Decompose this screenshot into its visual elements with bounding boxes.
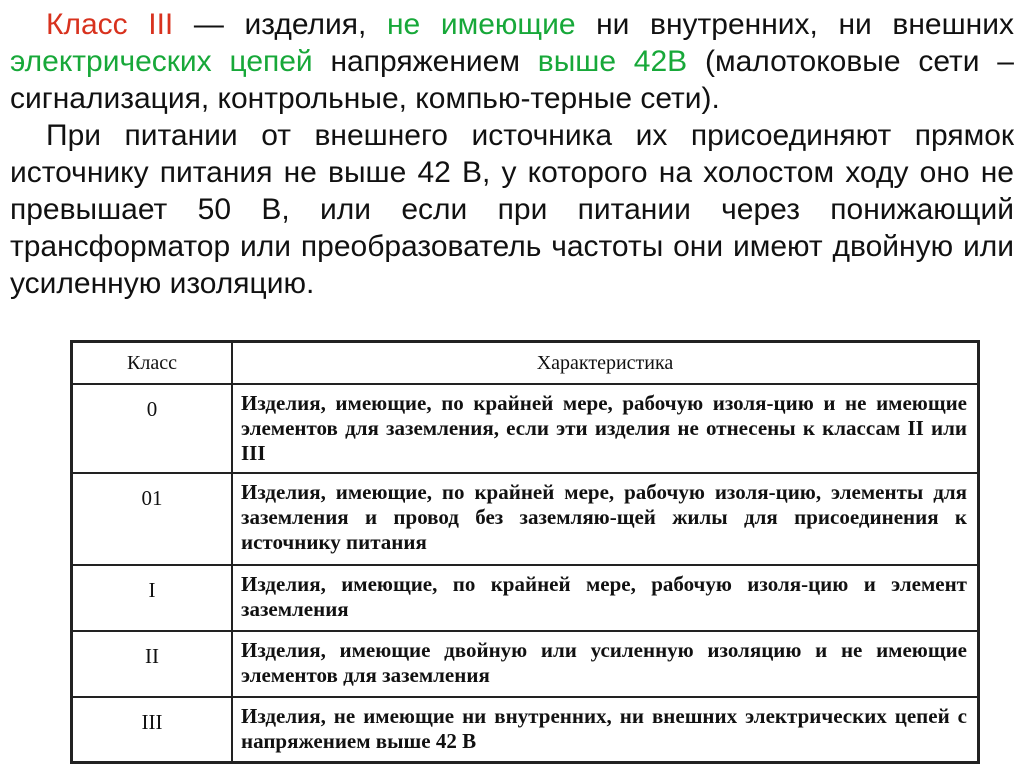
row-class-cell: III: [72, 697, 233, 763]
table-header-row: [72, 342, 979, 385]
table-row: [72, 384, 979, 473]
intro-paragraph: [10, 6, 1014, 117]
text-block: [10, 6, 1014, 302]
above-42v-highlight: выше 42В: [537, 45, 688, 78]
row-description-cell: Изделия, имеющие, по крайней мере, рабочую изоля-цию и не имеющие элементов для заземления, если эти изделия не отнесены к классам II или III: [232, 384, 979, 473]
header-class: Класс: [72, 342, 233, 385]
row-description-cell: Изделия, имеющие двойную или усиленную изоляцию и не имеющие элементов для заземления: [232, 631, 979, 697]
not-having-highlight: не имеющие: [386, 8, 576, 41]
header-characteristic: Характеристика: [232, 342, 979, 385]
row-description-cell: Изделия, не имеющие ни внутренних, ни внешних электрических цепей с напряжением выше 42 В: [232, 697, 979, 763]
paragraph-2: При питании от внешнего источника их присоединяют прямок источнику питания не выше 42 В, у которого на холостом ходу оно не превышает 50 В, или если при питании через понижающий трансформатор или преобразователь частоты они имеют двойную или усиленную изоляцию.: [10, 119, 1014, 300]
table-row: [72, 631, 979, 697]
intro-neither: ни внутренних, ни внешних: [575, 8, 1014, 41]
row-class-cell: I: [72, 565, 233, 631]
intro-voltage-word: напряжением: [312, 45, 538, 78]
class-iii-label: Класс III: [46, 8, 174, 41]
table-row: [72, 565, 979, 631]
row-class-cell: 0: [72, 384, 233, 473]
row-class-cell: II: [72, 631, 233, 697]
table-row: [72, 697, 979, 763]
intro-rest: (малотоковые сети – сигнализация, контрольные, компью-терные сети).: [10, 45, 1014, 115]
intro-dash: — изделия,: [173, 8, 387, 41]
row-description-cell: Изделия, имеющие, по крайней мере, рабочую изоля-цию, элементы для заземления и провод без заземляю-щей жилы для присоединения к источнику питания: [232, 473, 979, 565]
classes-table: [70, 340, 980, 764]
electric-circuits-highlight: электрических цепей: [10, 45, 313, 78]
row-class-cell: 01: [72, 473, 233, 565]
classes-table-wrap: [70, 340, 980, 764]
row-description-cell: Изделия, имеющие, по крайней мере, рабочую изоля-цию и элемент заземления: [232, 565, 979, 631]
table-row: [72, 473, 979, 565]
